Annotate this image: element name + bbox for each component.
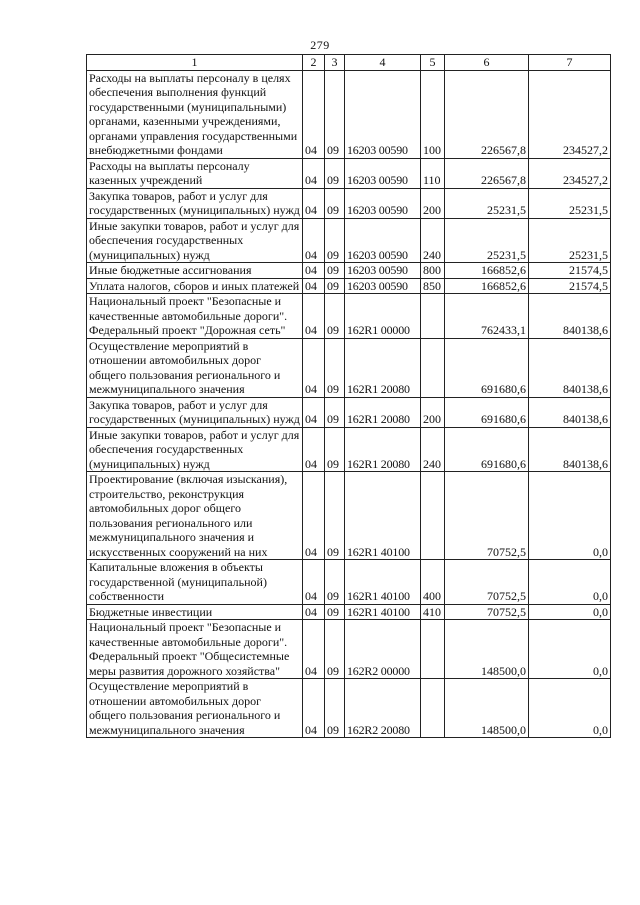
- section-code-cell: 04: [303, 278, 325, 294]
- header-cell: 4: [345, 55, 421, 71]
- expense-type-cell: [421, 679, 445, 738]
- expense-name-cell: Иные закупки товаров, работ и услуг для обеспечения государственных (муниципальных) нужд: [87, 218, 303, 263]
- header-row: [87, 55, 611, 71]
- subsection-code-cell: 09: [325, 278, 345, 294]
- target-article-cell: 162R1 20080: [345, 397, 421, 427]
- expense-type-cell: 110: [421, 158, 445, 188]
- table-row: [87, 620, 611, 679]
- target-article-cell: 16203 00590: [345, 188, 421, 218]
- table-row: [87, 679, 611, 738]
- expense-name-cell: Национальный проект "Безопасные и качественные автомобильные дороги". Федеральный проект "Дорожная сеть": [87, 294, 303, 339]
- table-row: [87, 70, 611, 158]
- section-code-cell: 04: [303, 604, 325, 620]
- table-row: [87, 158, 611, 188]
- table-row: [87, 218, 611, 263]
- subsection-code-cell: 09: [325, 604, 345, 620]
- amount-year1-cell: 25231,5: [445, 188, 529, 218]
- target-article-cell: 162R1 00000: [345, 294, 421, 339]
- amount-year1-cell: 691680,6: [445, 427, 529, 472]
- expense-type-cell: [421, 472, 445, 560]
- target-article-cell: 162R1 40100: [345, 604, 421, 620]
- subsection-code-cell: 09: [325, 263, 345, 279]
- table-row: [87, 397, 611, 427]
- expense-type-cell: 200: [421, 397, 445, 427]
- amount-year1-cell: 226567,8: [445, 70, 529, 158]
- table-row: [87, 427, 611, 472]
- amount-year2-cell: 0,0: [529, 472, 611, 560]
- table-row: [87, 472, 611, 560]
- section-code-cell: 04: [303, 338, 325, 397]
- subsection-code-cell: 09: [325, 679, 345, 738]
- expense-name-cell: Закупка товаров, работ и услуг для государственных (муниципальных) нужд: [87, 397, 303, 427]
- header-cell: 3: [325, 55, 345, 71]
- subsection-code-cell: 09: [325, 620, 345, 679]
- budget-table: [86, 54, 611, 738]
- target-article-cell: 162R2 20080: [345, 679, 421, 738]
- amount-year1-cell: 691680,6: [445, 397, 529, 427]
- amount-year1-cell: 166852,6: [445, 263, 529, 279]
- amount-year1-cell: 70752,5: [445, 560, 529, 605]
- section-code-cell: 04: [303, 158, 325, 188]
- amount-year2-cell: 0,0: [529, 560, 611, 605]
- section-code-cell: 04: [303, 263, 325, 279]
- subsection-code-cell: 09: [325, 218, 345, 263]
- section-code-cell: 04: [303, 70, 325, 158]
- amount-year1-cell: 691680,6: [445, 338, 529, 397]
- subsection-code-cell: 09: [325, 188, 345, 218]
- amount-year2-cell: 0,0: [529, 620, 611, 679]
- target-article-cell: 162R1 40100: [345, 472, 421, 560]
- section-code-cell: 04: [303, 397, 325, 427]
- target-article-cell: 162R2 00000: [345, 620, 421, 679]
- table-row: [87, 294, 611, 339]
- header-cell: 2: [303, 55, 325, 71]
- amount-year2-cell: 25231,5: [529, 218, 611, 263]
- expense-name-cell: Осуществление мероприятий в отношении автомобильных дорог общего пользования регионального и межмуниципального значения: [87, 679, 303, 738]
- amount-year1-cell: 148500,0: [445, 620, 529, 679]
- expense-type-cell: 240: [421, 427, 445, 472]
- target-article-cell: 16203 00590: [345, 278, 421, 294]
- table-row: [87, 263, 611, 279]
- section-code-cell: 04: [303, 679, 325, 738]
- subsection-code-cell: 09: [325, 294, 345, 339]
- expense-name-cell: Расходы на выплаты персоналу в целях обеспечения выполнения функций государственными (муниципальными) органами, казенными учреждениями, органами управления государственными внебюджетными фондами: [87, 70, 303, 158]
- amount-year1-cell: 226567,8: [445, 158, 529, 188]
- expense-name-cell: Национальный проект "Безопасные и качественные автомобильные дороги". Федеральный проект "Общесистемные меры развития дорожного хозяйства": [87, 620, 303, 679]
- amount-year2-cell: 25231,5: [529, 188, 611, 218]
- section-code-cell: 04: [303, 472, 325, 560]
- amount-year1-cell: 166852,6: [445, 278, 529, 294]
- subsection-code-cell: 09: [325, 472, 345, 560]
- expense-name-cell: Иные бюджетные ассигнования: [87, 263, 303, 279]
- amount-year1-cell: 148500,0: [445, 679, 529, 738]
- target-article-cell: 16203 00590: [345, 158, 421, 188]
- expense-name-cell: Осуществление мероприятий в отношении автомобильных дорог общего пользования регионального и межмуниципального значения: [87, 338, 303, 397]
- expense-type-cell: 200: [421, 188, 445, 218]
- amount-year2-cell: 0,0: [529, 604, 611, 620]
- amount-year1-cell: 70752,5: [445, 604, 529, 620]
- amount-year1-cell: 762433,1: [445, 294, 529, 339]
- target-article-cell: 162R1 20080: [345, 338, 421, 397]
- amount-year2-cell: 840138,6: [529, 397, 611, 427]
- section-code-cell: 04: [303, 427, 325, 472]
- table-row: [87, 338, 611, 397]
- section-code-cell: 04: [303, 218, 325, 263]
- expense-type-cell: 240: [421, 218, 445, 263]
- expense-name-cell: Проектирование (включая изыскания), строительство, реконструкция автомобильных дорог общего пользования регионального или межмуниципального значения и искусственных сооружений на них: [87, 472, 303, 560]
- target-article-cell: 16203 00590: [345, 263, 421, 279]
- target-article-cell: 162R1 40100: [345, 560, 421, 605]
- expense-type-cell: 410: [421, 604, 445, 620]
- target-article-cell: 162R1 20080: [345, 427, 421, 472]
- header-cell: 7: [529, 55, 611, 71]
- subsection-code-cell: 09: [325, 338, 345, 397]
- header-cell: 1: [87, 55, 303, 71]
- subsection-code-cell: 09: [325, 560, 345, 605]
- expense-name-cell: Иные закупки товаров, работ и услуг для обеспечения государственных (муниципальных) нужд: [87, 427, 303, 472]
- section-code-cell: 04: [303, 560, 325, 605]
- expense-name-cell: Расходы на выплаты персоналу казенных учреждений: [87, 158, 303, 188]
- amount-year2-cell: 21574,5: [529, 263, 611, 279]
- expense-name-cell: Капитальные вложения в объекты государственной (муниципальной) собственности: [87, 560, 303, 605]
- expense-name-cell: Бюджетные инвестиции: [87, 604, 303, 620]
- table-row: [87, 604, 611, 620]
- amount-year1-cell: 70752,5: [445, 472, 529, 560]
- subsection-code-cell: 09: [325, 70, 345, 158]
- table-row: [87, 560, 611, 605]
- amount-year2-cell: 0,0: [529, 679, 611, 738]
- expense-type-cell: [421, 338, 445, 397]
- expense-type-cell: 400: [421, 560, 445, 605]
- amount-year2-cell: 840138,6: [529, 294, 611, 339]
- section-code-cell: 04: [303, 294, 325, 339]
- target-article-cell: 16203 00590: [345, 70, 421, 158]
- amount-year1-cell: 25231,5: [445, 218, 529, 263]
- section-code-cell: 04: [303, 188, 325, 218]
- table-row: [87, 188, 611, 218]
- expense-type-cell: [421, 294, 445, 339]
- section-code-cell: 04: [303, 620, 325, 679]
- amount-year2-cell: 234527,2: [529, 158, 611, 188]
- amount-year2-cell: 21574,5: [529, 278, 611, 294]
- amount-year2-cell: 234527,2: [529, 70, 611, 158]
- table-row: [87, 278, 611, 294]
- page-number: 279: [310, 38, 330, 52]
- subsection-code-cell: 09: [325, 158, 345, 188]
- amount-year2-cell: 840138,6: [529, 338, 611, 397]
- header-cell: 6: [445, 55, 529, 71]
- expense-type-cell: 100: [421, 70, 445, 158]
- header-cell: 5: [421, 55, 445, 71]
- expense-name-cell: Закупка товаров, работ и услуг для государственных (муниципальных) нужд: [87, 188, 303, 218]
- expense-type-cell: 800: [421, 263, 445, 279]
- subsection-code-cell: 09: [325, 427, 345, 472]
- expense-type-cell: [421, 620, 445, 679]
- target-article-cell: 16203 00590: [345, 218, 421, 263]
- expense-name-cell: Уплата налогов, сборов и иных платежей: [87, 278, 303, 294]
- amount-year2-cell: 840138,6: [529, 427, 611, 472]
- expense-type-cell: 850: [421, 278, 445, 294]
- subsection-code-cell: 09: [325, 397, 345, 427]
